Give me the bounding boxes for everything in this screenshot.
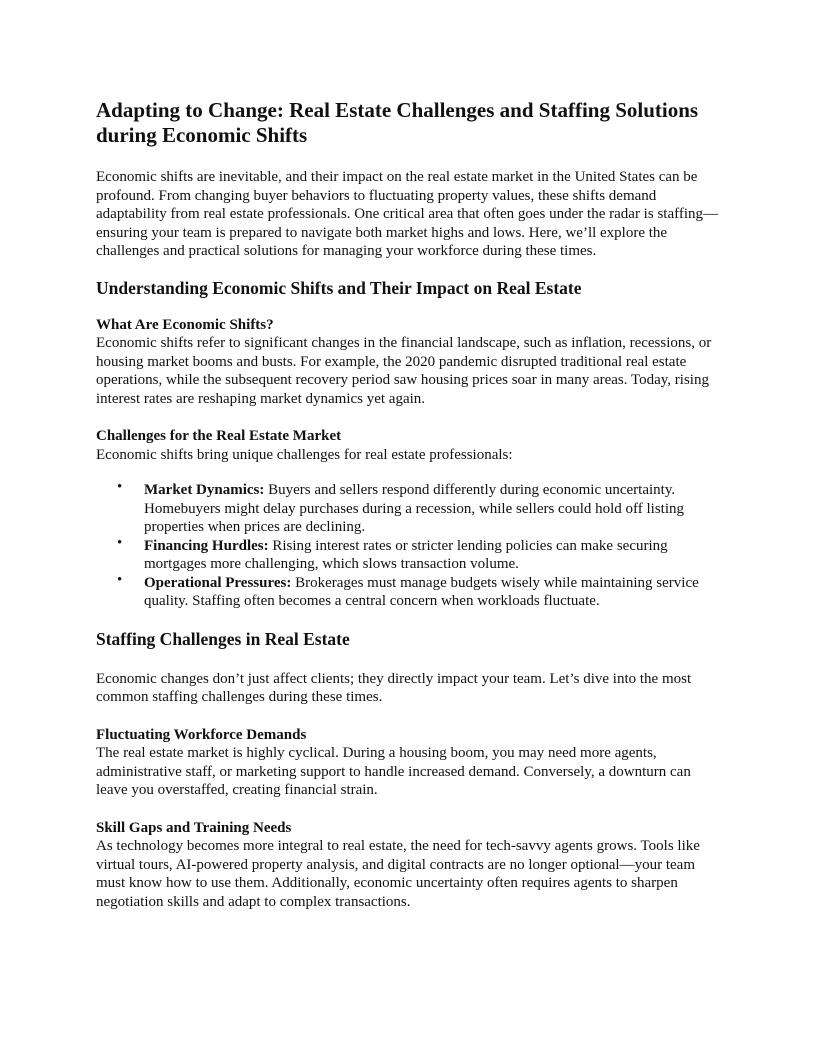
- bullet-icon: •: [117, 571, 123, 588]
- subheading-what-are-economic-shifts: What Are Economic Shifts?: [96, 316, 274, 333]
- section-heading-economic-shifts: Understanding Economic Shifts and Their Impact on Real Estate: [96, 277, 582, 298]
- list-item-market-dynamics: [96, 481, 720, 537]
- list-item-text: Rising interest rates or stricter lending policies can make securing mortgages more challenging, which slows transaction volume.: [144, 537, 668, 572]
- paragraph-what-are-economic-shifts: Economic shifts refer to significant changes in the financial landscape, such as inflation, recessions, or housing market booms and busts. For example, the 2020 pandemic disrupted traditional real estate operations, while the subsequent recovery period saw housing prices soar in many areas. Today, rising interest rates are reshaping market dynamics yet again.: [96, 335, 712, 407]
- section-heading-staffing-challenges: Staffing Challenges in Real Estate: [96, 628, 350, 649]
- subheading-fluctuating-workforce: Fluctuating Workforce Demands: [96, 726, 307, 743]
- list-item-operational-pressures: [96, 571, 720, 611]
- challenges-bullet-list: [96, 481, 720, 611]
- paragraph-skill-gaps: As technology becomes more integral to real estate, the need for tech-savvy agents grows. Tools like virtual tours, AI-powered property analysis, and digital contracts are no longer optional—your team must know how to use them. Additionally, economic uncertainty often requires agents to sharpen negotiation skills and adapt to complex transactions.: [96, 838, 700, 910]
- list-item-label: Financing Hurdles:: [144, 537, 269, 554]
- paragraph-challenges-market: Economic shifts bring unique challenges for real estate professionals:: [96, 446, 513, 463]
- list-item-financing-hurdles: [96, 534, 720, 574]
- subheading-skill-gaps: Skill Gaps and Training Needs: [96, 819, 292, 836]
- subheading-challenges-market: Challenges for the Real Estate Market: [96, 428, 342, 444]
- list-item-label: Market Dynamics:: [144, 482, 265, 498]
- paragraph-fluctuating-workforce: The real estate market is highly cyclical. During a housing boom, you may need more agents, administrative staff, or marketing support to handle increased demand. Conversely, a downturn can leave you overstaffed, creating financial strain.: [96, 745, 691, 798]
- bullet-icon: •: [117, 534, 123, 551]
- bullet-icon: •: [117, 479, 123, 495]
- document-page: [96, 96, 720, 911]
- list-item-label: Operational Pressures:: [144, 574, 292, 591]
- intro-paragraph: Economic shifts are inevitable, and their impact on the real estate market in the United States can be profound. From changing buyer behaviors to fluctuating property values, these shifts demand adaptability from real estate professionals. One critical area that often goes under the radar is staffing—ensuring your team is prepared to navigate both market highs and lows. Here, we’ll explore the challenges and practical solutions for managing your workforce during these times.: [96, 169, 718, 259]
- paragraph-staffing-intro: Economic changes don’t just affect clients; they directly impact your team. Let’s dive into the most common staffing challenges during these times.: [96, 670, 692, 705]
- list-item-text: Buyers and sellers respond differently during economic uncertainty. Homebuyers might delay purchases during a recession, while sellers could hold off listing properties when prices are declining.: [144, 482, 685, 535]
- list-item-text: Brokerages must manage budgets wisely while maintaining service quality. Staffing often becomes a central concern when workloads fluctuate.: [144, 574, 699, 609]
- document-title: Adapting to Change: Real Estate Challenges and Staffing Solutions during Economic Shifts: [96, 98, 699, 147]
